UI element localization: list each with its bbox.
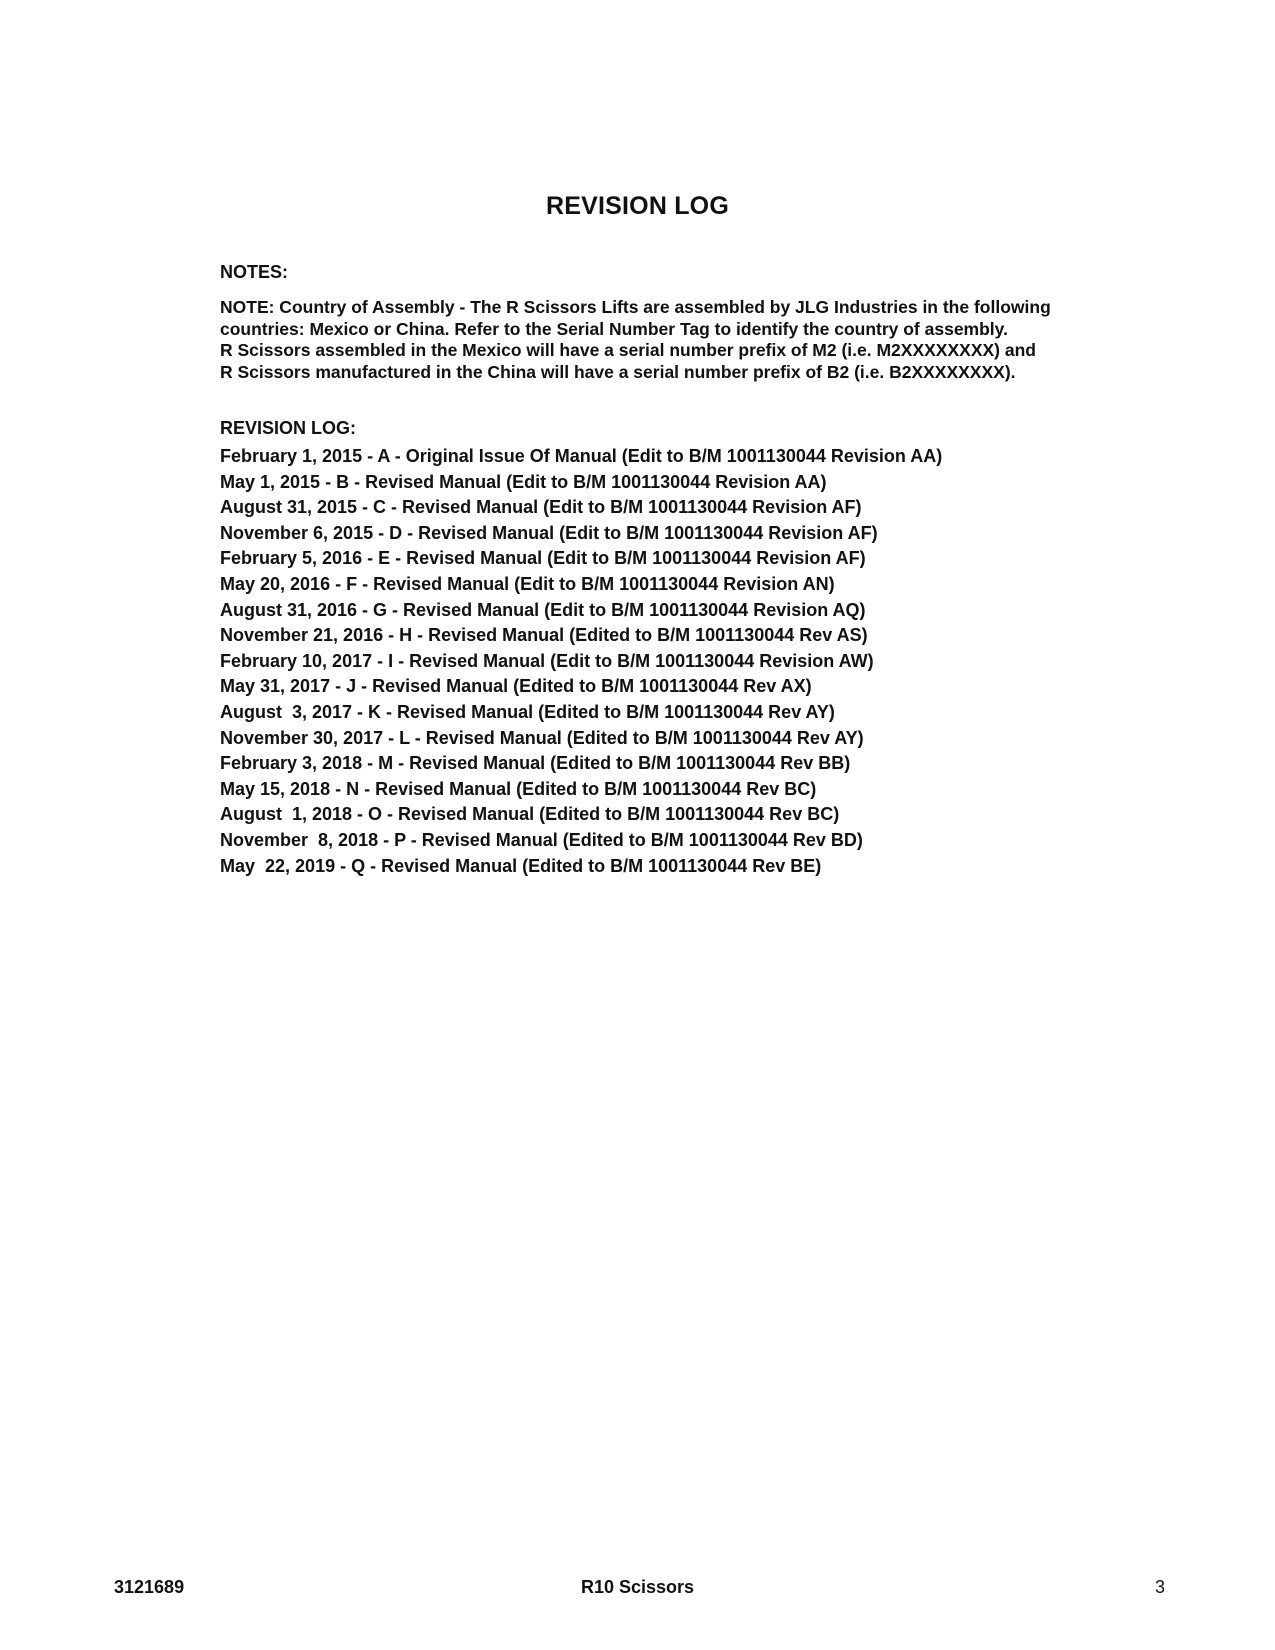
revision-log-heading: REVISION LOG: [220,418,357,438]
revision-entry: August 1, 2018 - O - Revised Manual (Edited to B/M 1001130044 Rev BC) [220,804,840,825]
revision-entry: November 8, 2018 - P - Revised Manual (Edited to B/M 1001130044 Rev BD) [220,829,863,850]
revision-entry: May 22, 2019 - Q - Revised Manual (Edited to B/M 1001130044 Rev BE) [220,855,822,876]
footer-page-number: 3 [1154,1577,1165,1597]
footer-product-name: R10 Scissors [580,1577,695,1597]
revision-entry: August 31, 2016 - G - Revised Manual (Edit to B/M 1001130044 Revision AQ) [220,599,866,620]
revision-entry: February 3, 2018 - M - Revised Manual (Edited to B/M 1001130044 Rev BB) [220,753,851,774]
revision-entry: November 30, 2017 - L - Revised Manual (Edited to B/M 1001130044 Rev AY) [220,727,864,748]
notes-line: R Scissors manufactured in the China will have a serial number prefix of B2 (i.e. B2XXXXXXXX). [220,361,1016,382]
footer-doc-number: 3121689 [114,1577,185,1597]
revision-entry: November 6, 2015 - D - Revised Manual (Edit to B/M 1001130044 Revision AF) [220,522,878,543]
page-footer [0,1577,1275,1601]
notes-line: R Scissors assembled in the Mexico will have a serial number prefix of M2 (i.e. M2XXXXXXXX) and [220,340,1036,360]
revision-entry: May 15, 2018 - N - Revised Manual (Edited to B/M 1001130044 Rev BC) [220,778,817,799]
revision-entry: May 20, 2016 - F - Revised Manual (Edit to B/M 1001130044 Revision AN) [220,573,835,594]
revision-entry: February 5, 2016 - E - Revised Manual (Edit to B/M 1001130044 Revision AF) [220,548,866,569]
revision-entry: August 3, 2017 - K - Revised Manual (Edited to B/M 1001130044 Rev AY) [220,701,835,722]
revision-log-list [220,444,1120,879]
revision-entry: November 21, 2016 - H - Revised Manual (Edited to B/M 1001130044 Rev AS) [220,625,868,646]
notes-line: NOTE: Country of Assembly - The R Scissors Lifts are assembled by JLG Industries in the following [220,297,1051,317]
revision-entry: May 31, 2017 - J - Revised Manual (Edited to B/M 1001130044 Rev AX) [220,676,812,697]
revision-entry: August 31, 2015 - C - Revised Manual (Edit to B/M 1001130044 Revision AF) [220,497,862,518]
notes-heading: NOTES: [220,262,289,282]
revision-entry: February 1, 2015 - A - Original Issue Of Manual (Edit to B/M 1001130044 Revision AA) [220,446,943,466]
revision-entry: February 10, 2017 - I - Revised Manual (Edit to B/M 1001130044 Revision AW) [220,650,874,671]
revision-entry: May 1, 2015 - B - Revised Manual (Edit to B/M 1001130044 Revision AA) [220,471,827,492]
notes-body [220,297,1120,383]
page-title: REVISION LOG [546,192,729,220]
notes-line: countries: Mexico or China. Refer to the Serial Number Tag to identify the country of assembly. [220,318,1008,339]
